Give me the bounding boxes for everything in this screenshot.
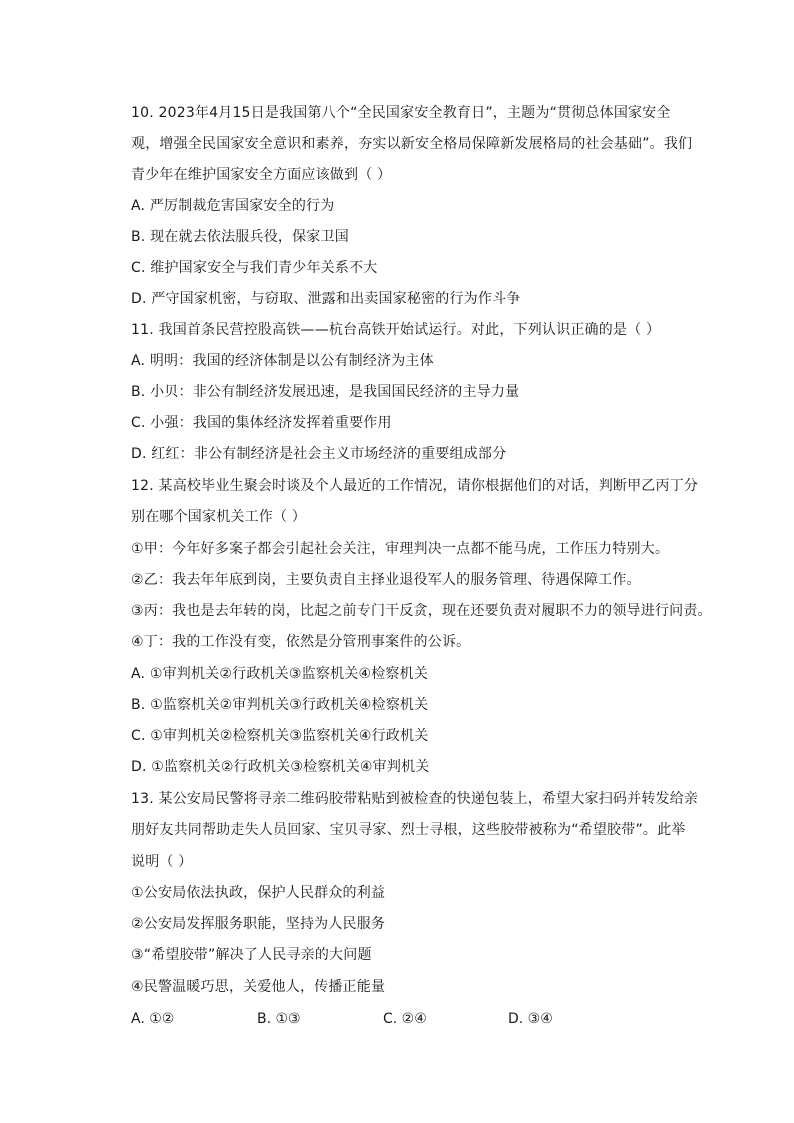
q13-statement-1: ①公安局依法执政，保护人民群众的利益: [131, 885, 386, 901]
q12-statement-2: ②乙：我去年年底到岗，主要负责自主择业退役军人的服务管理、待遇保障工作。: [131, 572, 641, 588]
q10-option-c: C. 维护国家安全与我们青少年关系不大: [131, 260, 378, 276]
q12-option-c: C. ①审判机关②检察机关③监察机关④行政机关: [131, 728, 429, 744]
q10-stem-line-1: 10. 2023年4月15日是我国第八个“全民国家安全教育日”，主题为“贯彻总体国家安全: [131, 105, 671, 121]
q12-option-d: D. ①监察机关②行政机关③检察机关④审判机关: [131, 759, 430, 775]
q13-options-row: [131, 1010, 691, 1028]
q13-option-c: C. ②④: [383, 1011, 427, 1027]
q11-option-c: C. 小强：我国的集体经济发挥着重要作用: [131, 415, 392, 431]
q13-statement-4: ④民警温暖巧思，关爱他人，传播正能量: [131, 979, 386, 995]
q13-option-a: A. ①②: [131, 1011, 175, 1027]
q13-statement-3: ③“希望胶带”解决了人民寻亲的大问题: [131, 947, 372, 963]
q12-statement-3: ③丙：我也是去年转的岗，比起之前专门干反贪，现在还要负责对履职不力的领导进行问责。: [131, 603, 712, 619]
q13-stem-line-2: 朋好友共同帮助走失人员回家、宝贝寻家、烈士寻根，这些胶带被称为“希望胶带”。此举: [131, 822, 686, 838]
q10-option-b: B. 现在就去依法服兵役，保家卫国: [131, 229, 349, 245]
q10-option-d: D. 严守国家机密，与窃取、泄露和出卖国家秘密的行为作斗争: [131, 291, 521, 307]
q11-stem-line-1: 11. 我国首条民营控股高铁——杭台高铁开始试运行。对此，下列认识正确的是（ ）: [131, 322, 661, 338]
q11-option-b: B. 小贝：非公有制经济发展迅速，是我国国民经济的主导力量: [131, 384, 520, 400]
q12-statement-1: ①甲：今年好多案子都会引起社会关注，审理判决一点都不能马虎，工作压力特别大。: [131, 541, 670, 557]
q13-statement-2: ②公安局发挥服务职能，坚持为人民服务: [131, 916, 386, 932]
q12-option-b: B. ①监察机关②审判机关③行政机关④检察机关: [131, 697, 429, 713]
q13-option-b: B. ①③: [257, 1011, 301, 1027]
q12-stem-line-2: 别在哪个国家机关工作（ ）: [131, 509, 307, 525]
q13-option-d: D. ③④: [508, 1011, 553, 1027]
q11-option-d: D. 红红：非公有制经济是社会主义市场经济的重要组成部分: [131, 446, 507, 462]
q13-stem-line-1: 13. 某公安局民警将寻亲二维码胶带粘贴到被检查的快递包装上，希望大家扫码并转发给亲: [131, 791, 699, 807]
q12-statement-4: ④丁：我的工作没有变，依然是分管刑事案件的公诉。: [131, 634, 471, 650]
q10-stem-line-3: 青少年在维护国家安全方面应该做到（ ）: [131, 167, 392, 183]
q12-option-a: A. ①审判机关②行政机关③监察机关④检察机关: [131, 666, 429, 682]
q10-option-a: A. 严厉制裁危害国家安全的行为: [131, 198, 335, 214]
q13-stem-line-3: 说明（ ）: [131, 854, 193, 870]
q12-stem-line-1: 12. 某高校毕业生聚会时谈及个人最近的工作情况，请你根据他们的对话，判断甲乙丙丁分: [131, 478, 699, 494]
q11-option-a: A. 明明：我国的经济体制是以公有制经济为主体: [131, 353, 434, 369]
q10-stem-line-2: 观，增强全民国家安全意识和素养，夯实以新安全格局保障新发展格局的社会基础”。我们: [131, 136, 693, 152]
